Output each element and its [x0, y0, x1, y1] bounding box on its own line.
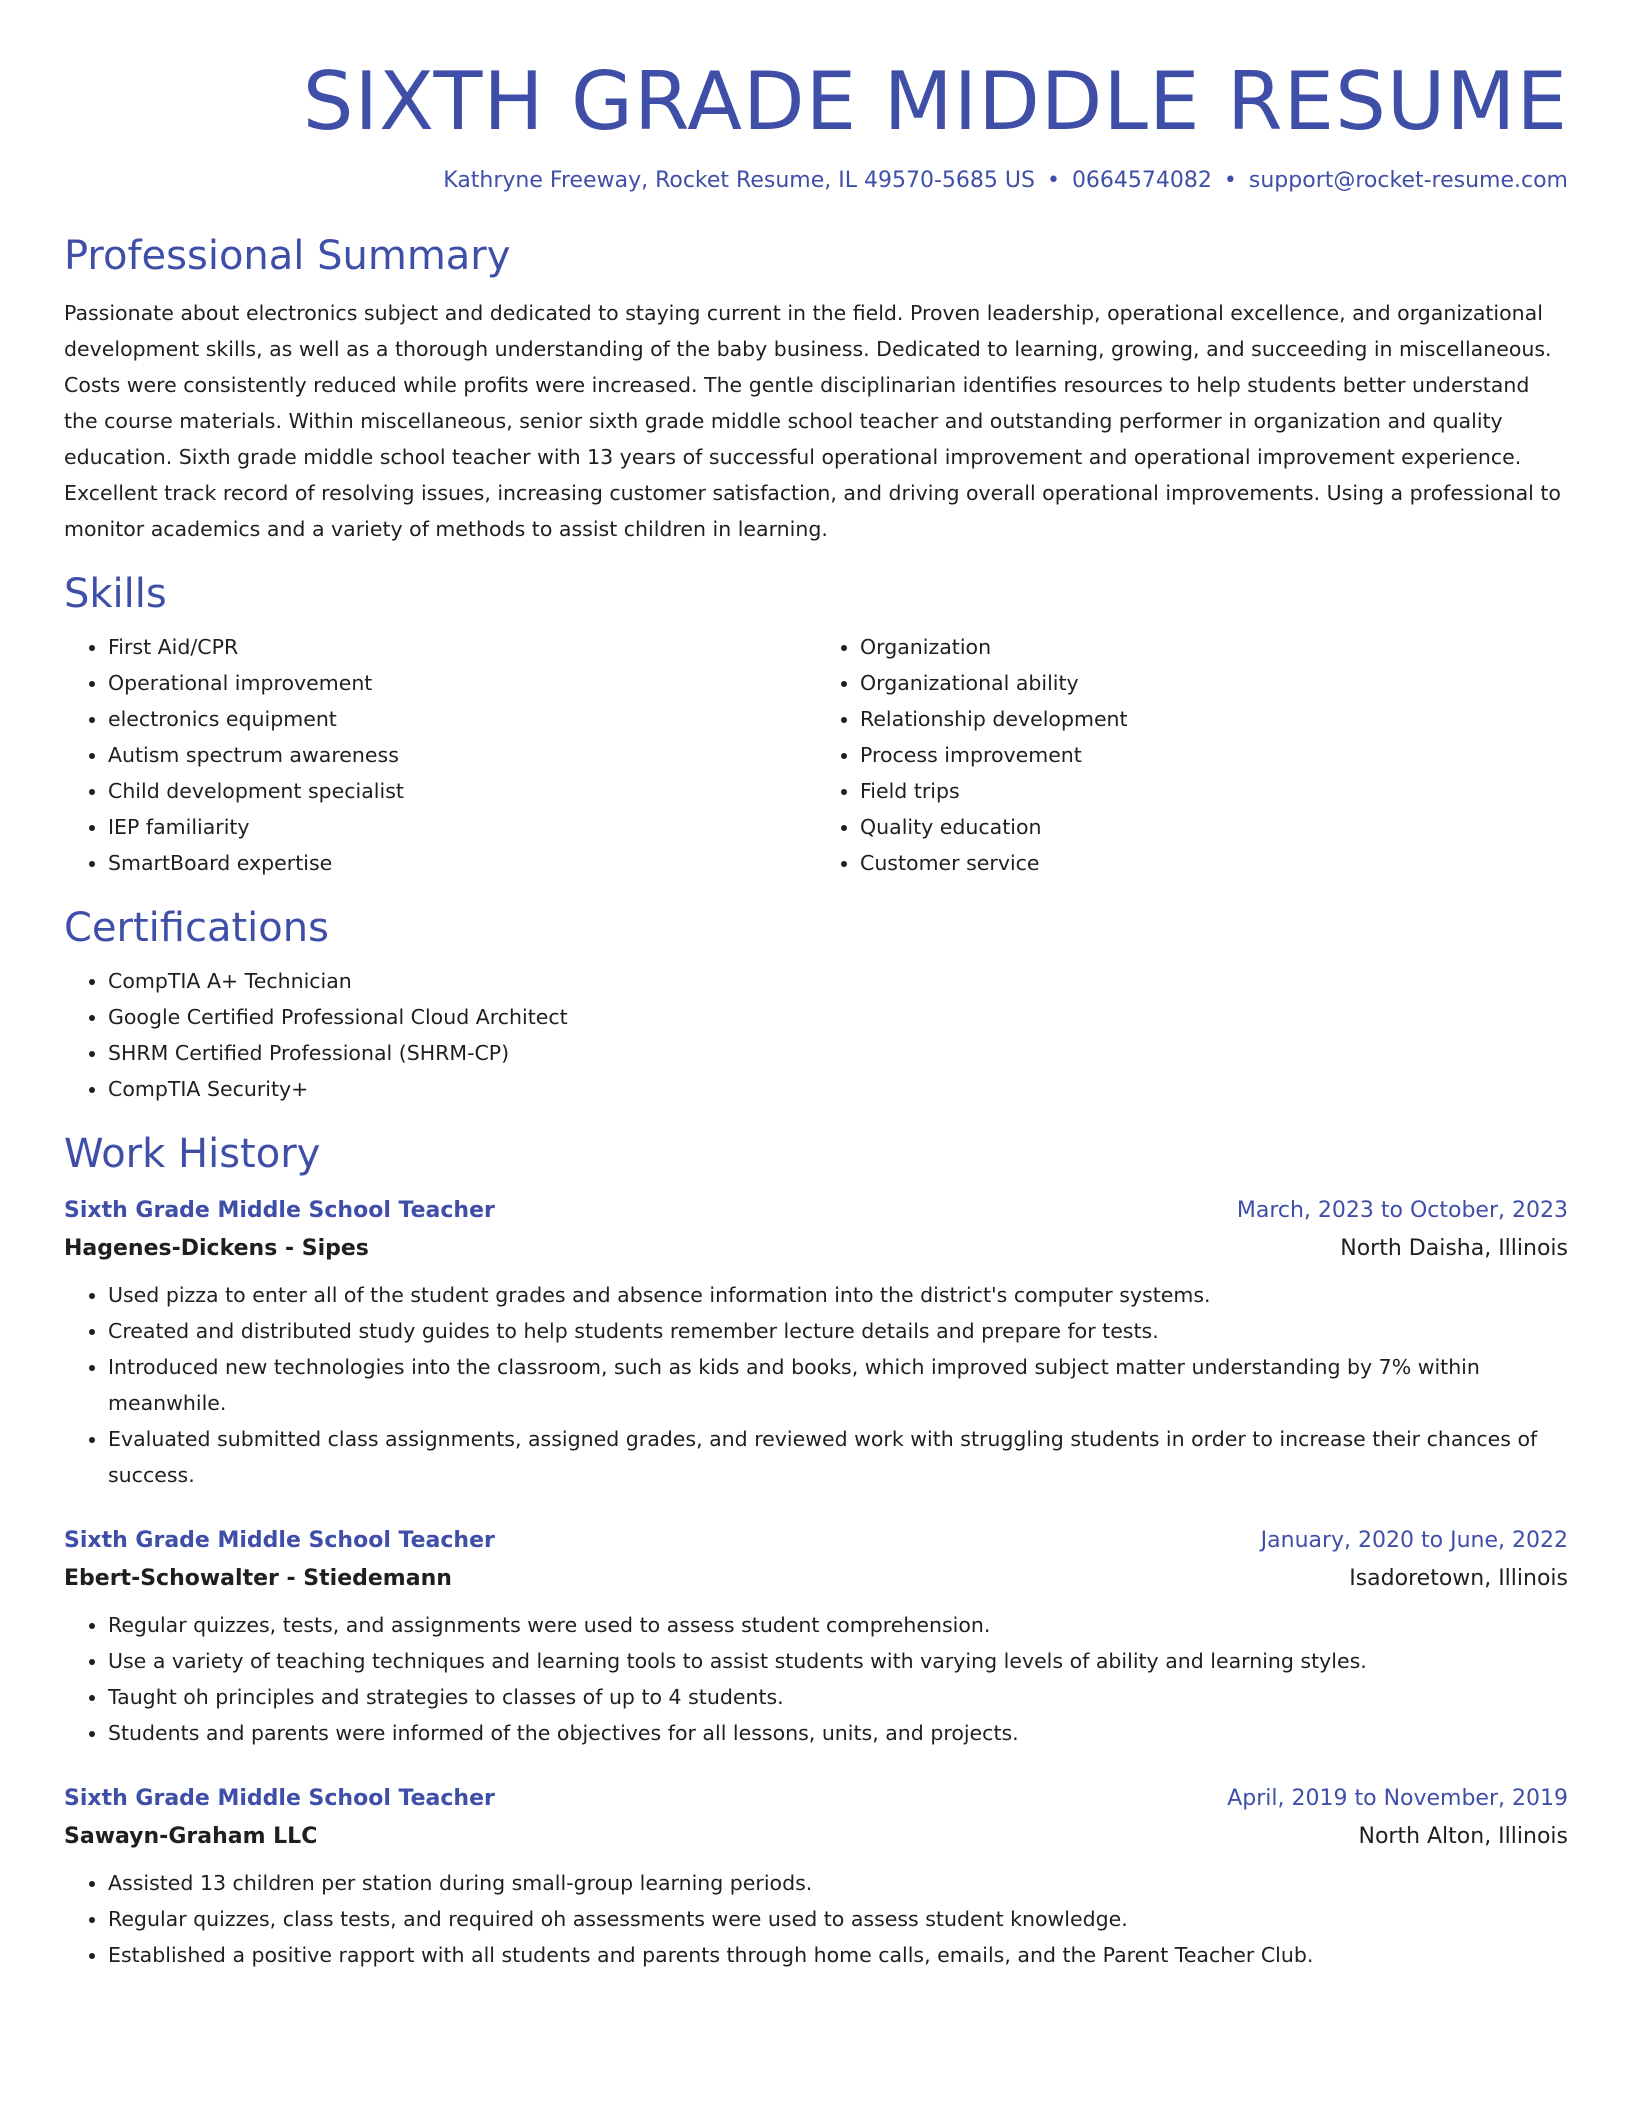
- certifications-section: [64, 905, 1568, 1107]
- certification-item: • SHRM Certified Professional (SHRM-CP): [108, 1035, 1568, 1071]
- work-history-section: [64, 1131, 1568, 1973]
- professional-summary-section: [64, 233, 1568, 547]
- job-duty: • Created and distributed study guides to help students remember lecture details and prepare for tests.: [108, 1313, 1568, 1349]
- job-duty: • Regular quizzes, class tests, and required oh assessments were used to assess student knowledge.: [108, 1901, 1568, 1937]
- certifications-list: [64, 963, 1568, 1107]
- job-duty: • Regular quizzes, tests, and assignments were used to assess student comprehension.: [108, 1607, 1568, 1643]
- skill-item: • Relationship development: [860, 701, 1568, 737]
- contact-email: support@rocket-resume.com: [1248, 168, 1568, 193]
- job-duties-list: [64, 1277, 1568, 1493]
- job-duty: • Students and parents were informed of the objectives for all lessons, units, and projects.: [108, 1715, 1568, 1751]
- job-header-row: [64, 1523, 1568, 1559]
- certification-item: • CompTIA A+ Technician: [108, 963, 1568, 999]
- job-title: Sixth Grade Middle School Teacher: [64, 1786, 495, 1811]
- job-dates: March, 2023 to October, 2023: [1236, 1198, 1568, 1223]
- job-dates: April, 2019 to November, 2019: [1227, 1786, 1568, 1811]
- job-entry: [64, 1781, 1568, 1973]
- skills-list-right: [816, 629, 1568, 881]
- skill-item: • electronics equipment: [108, 701, 816, 737]
- job-location: Isadoretown, Illinois: [1349, 1566, 1568, 1591]
- job-entry: [64, 1193, 1568, 1493]
- job-duty: • Used pizza to enter all of the student grades and absence information into the district's computer systems.: [108, 1277, 1568, 1313]
- job-company: Sawayn-Graham LLC: [64, 1824, 318, 1849]
- job-title: Sixth Grade Middle School Teacher: [64, 1198, 495, 1223]
- work-history-heading: Work History: [64, 1131, 321, 1177]
- job-location: North Alton, Illinois: [1358, 1824, 1568, 1849]
- skill-item: • Quality education: [860, 809, 1568, 845]
- skill-item: • Autism spectrum awareness: [108, 737, 816, 773]
- job-duty: • Taught oh principles and strategies to classes of up to 4 students.: [108, 1679, 1568, 1715]
- job-entry: [64, 1523, 1568, 1751]
- skill-item: • Field trips: [860, 773, 1568, 809]
- job-duties-list: [64, 1607, 1568, 1751]
- contact-separator: •: [1223, 168, 1237, 193]
- job-company-row: [64, 1817, 1568, 1857]
- job-duty: • Established a positive rapport with all students and parents through home calls, emails, and the Parent Teacher Club.: [108, 1937, 1568, 1973]
- job-title: Sixth Grade Middle School Teacher: [64, 1528, 495, 1553]
- skill-item: • IEP familiarity: [108, 809, 816, 845]
- contact-phone: 0664574082: [1071, 168, 1212, 193]
- skills-columns: [64, 629, 1568, 881]
- skill-item: • Operational improvement: [108, 665, 816, 701]
- skill-item: • Child development specialist: [108, 773, 816, 809]
- skills-list-left: [64, 629, 816, 881]
- job-duty: • Introduced new technologies into the classroom, such as kids and books, which improved subject matter understanding by 7% within meanwhile.: [108, 1349, 1568, 1421]
- summary-text: Passionate about electronics subject and dedicated to staying current in the field. Proven leadership, operational excellence, and organizational development skills, as well as a thorough understanding of the baby business. Dedicated to learning, growing, and succeeding in miscellaneous. Costs were consistently reduced while profits were increased. The gentle disciplinarian identifies resources to help students better understand the course materials. Within miscellaneous, senior sixth grade middle school teacher and outstanding performer in organization and quality education. Sixth grade middle school teacher with 13 years of successful operational improvement and operational improvement experience. Excellent track record of resolving issues, increasing customer satisfaction, and driving overall operational improvements. Using a professional to monitor academics and a variety of methods to assist children in learning.: [64, 301, 1561, 541]
- skill-item: • Process improvement: [860, 737, 1568, 773]
- skill-item: • Organizational ability: [860, 665, 1568, 701]
- certifications-heading: Certifications: [64, 905, 329, 951]
- job-header-row: [64, 1193, 1568, 1229]
- job-location: North Daisha, Illinois: [1340, 1236, 1568, 1261]
- skill-item: • SmartBoard expertise: [108, 845, 816, 881]
- summary-heading: Professional Summary: [64, 233, 511, 279]
- job-company-row: [64, 1229, 1568, 1269]
- job-dates: January, 2020 to June, 2022: [1260, 1528, 1568, 1553]
- certification-item: • CompTIA Security+: [108, 1071, 1568, 1107]
- resume-title: SIXTH GRADE MIDDLE RESUME: [302, 55, 1568, 148]
- skill-item: • Organization: [860, 629, 1568, 665]
- skill-item: • Customer service: [860, 845, 1568, 881]
- skills-heading: Skills: [64, 571, 167, 617]
- skill-item: • First Aid/CPR: [108, 629, 816, 665]
- job-duties-list: [64, 1865, 1568, 1973]
- certification-item: • Google Certified Professional Cloud Architect: [108, 999, 1568, 1035]
- job-company: Hagenes-Dickens - Sipes: [64, 1236, 369, 1261]
- contact-line: [64, 168, 1568, 193]
- job-duty: • Assisted 13 children per station during small-group learning periods.: [108, 1865, 1568, 1901]
- contact-address: Kathryne Freeway, Rocket Resume, IL 49570-5685 US: [443, 168, 1035, 193]
- job-company-row: [64, 1559, 1568, 1599]
- job-header-row: [64, 1781, 1568, 1817]
- skills-section: [64, 571, 1568, 881]
- job-duty: • Evaluated submitted class assignments, assigned grades, and reviewed work with struggling students in order to increase their chances of success.: [108, 1421, 1568, 1493]
- job-duty: • Use a variety of teaching techniques and learning tools to assist students with varying levels of ability and learning styles.: [108, 1643, 1568, 1679]
- job-company: Ebert-Schowalter - Stiedemann: [64, 1566, 452, 1591]
- contact-separator: •: [1046, 168, 1060, 193]
